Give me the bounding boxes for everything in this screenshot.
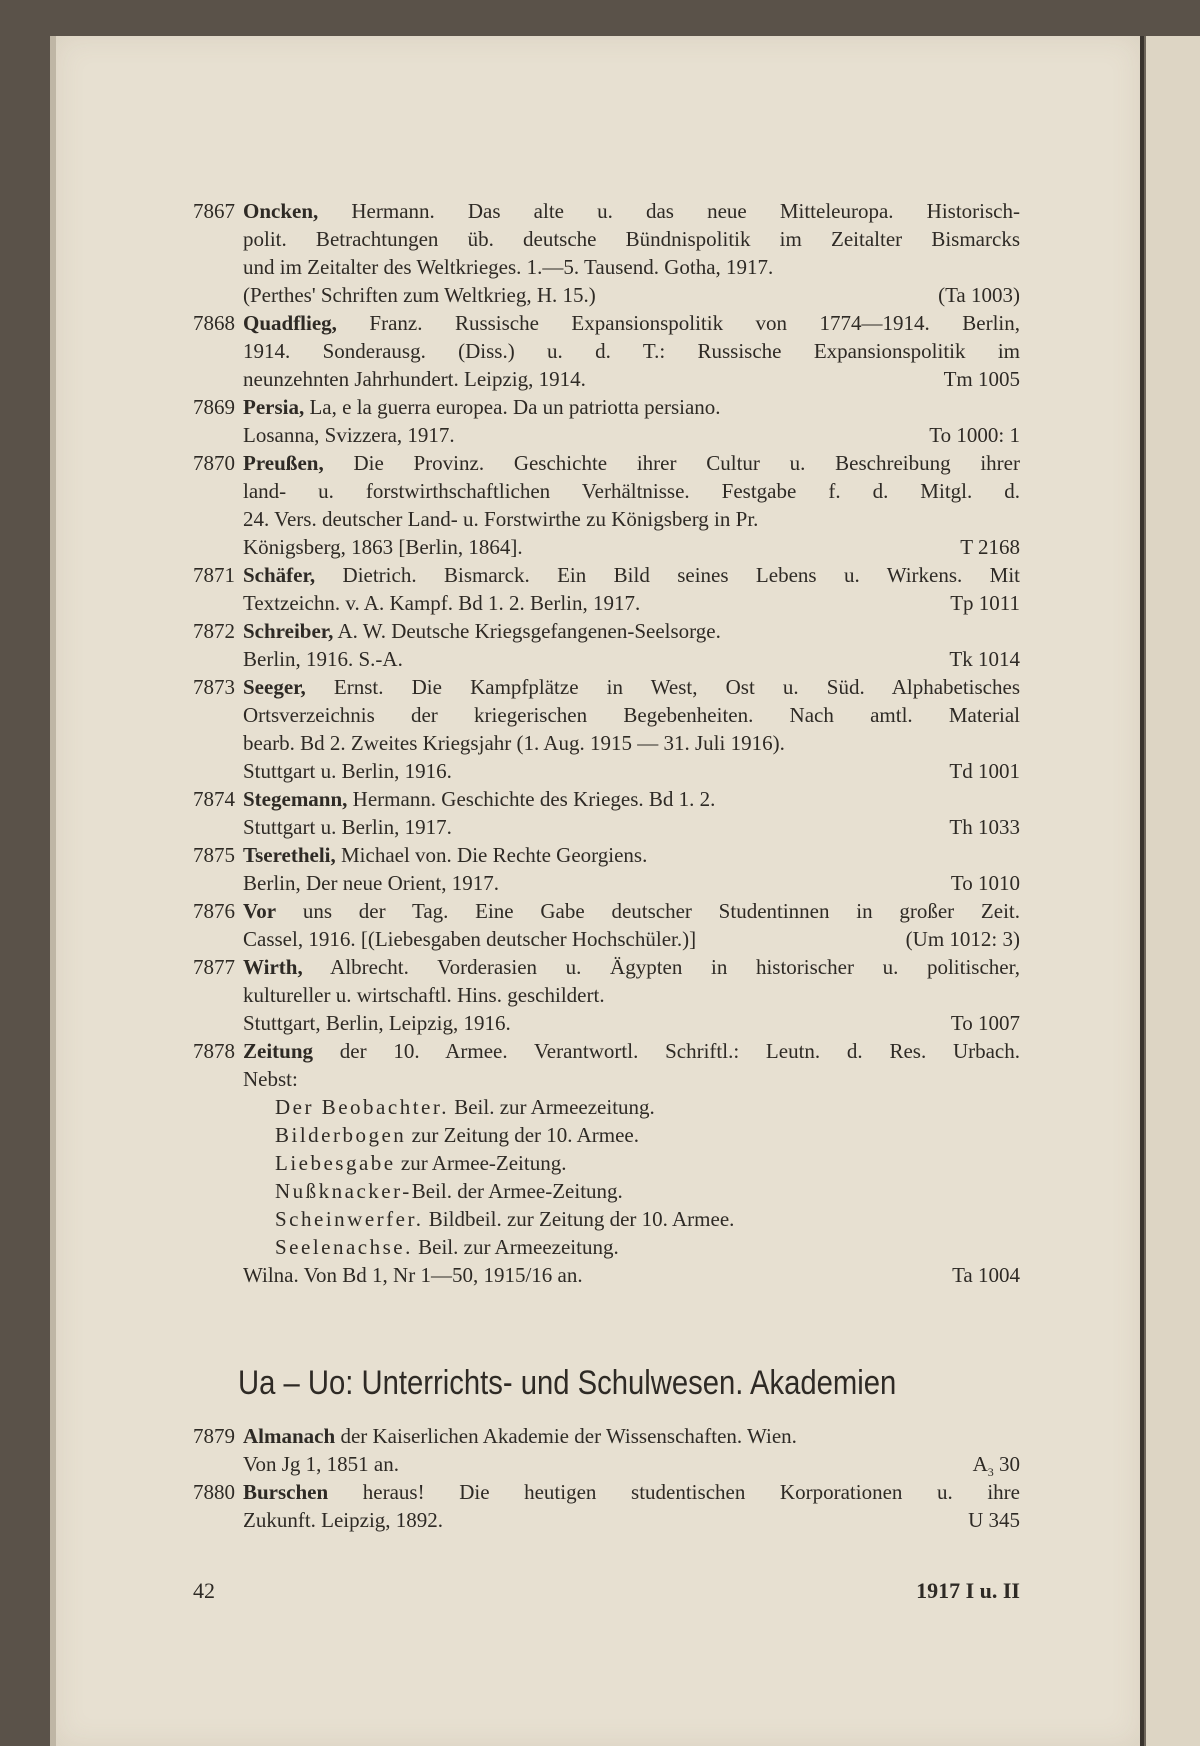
entry-author: Vor <box>243 899 277 923</box>
entry-line <box>193 477 1020 505</box>
entry-author: Tseretheli, <box>243 843 336 867</box>
line-text <box>193 421 915 449</box>
entry-author: Persia, <box>243 395 305 419</box>
line-text <box>193 1149 1020 1177</box>
line-text <box>193 253 1020 281</box>
entry-number: 7867 <box>193 199 235 223</box>
entry-line <box>193 673 1020 701</box>
call-number <box>938 1261 1020 1289</box>
entry-line <box>193 897 1020 925</box>
line-text <box>193 449 1020 477</box>
line-text <box>193 1233 1020 1261</box>
line-text <box>193 1065 1020 1093</box>
supplement-title: Der Beobachter. <box>275 1095 449 1119</box>
entry-number: 7872 <box>193 619 235 643</box>
call-number-text: Ta 1004 <box>952 1263 1020 1287</box>
call-number <box>954 1506 1020 1534</box>
entry-line <box>193 197 1020 225</box>
entry-author: Almanach <box>243 1424 336 1448</box>
call-number-text: To 1000: 1 <box>929 423 1020 447</box>
line-text <box>193 365 930 393</box>
call-number <box>930 365 1020 393</box>
entry-text: Beil. zur Armeezeitung. <box>412 1235 619 1259</box>
entry-number: 7875 <box>193 843 235 867</box>
call-number <box>937 1009 1020 1037</box>
call-number-text: U 345 <box>968 1508 1020 1532</box>
call-number-text: (Um 1012: 3) <box>905 927 1020 951</box>
entry-text: Beil. zur Armeezeitung. <box>448 1095 655 1119</box>
line-text <box>193 869 937 897</box>
call-number <box>924 281 1020 309</box>
line-text <box>193 533 946 561</box>
call-number-text: To 1010 <box>950 871 1020 895</box>
entry-line <box>193 225 1020 253</box>
entry-line <box>193 729 1020 757</box>
entry-list-akademien <box>193 1422 1020 1534</box>
entry-author: Wirth, <box>243 955 303 979</box>
supplement-title: Seelenachse. <box>275 1235 413 1259</box>
call-number <box>935 645 1020 673</box>
entry-line <box>193 589 1020 617</box>
call-number <box>935 813 1020 841</box>
entry-line <box>193 533 1020 561</box>
entry-line <box>193 1422 1020 1450</box>
call-number <box>946 533 1020 561</box>
call-number-text: (Ta 1003) <box>938 283 1020 307</box>
call-number <box>959 1450 1020 1478</box>
entry-text: Michael von. Die Rechte Georgiens. <box>335 843 648 867</box>
call-number <box>936 589 1020 617</box>
entry-list <box>193 197 1020 1289</box>
entry-text: land- u. forstwirthschaftlichen Verhältnisse. Festgabe f. d. Mitgl. d. <box>243 479 1020 503</box>
supplement-title: Scheinwerfer. <box>275 1207 424 1231</box>
page-footer <box>193 1578 1020 1604</box>
entry-text: Von Jg 1, 1851 an. <box>243 1452 399 1476</box>
entry-author: Oncken, <box>243 199 319 223</box>
line-text <box>193 701 1020 729</box>
entry-line <box>193 757 1020 785</box>
page-number: 42 <box>193 1578 215 1603</box>
line-text <box>193 281 924 309</box>
call-number <box>937 869 1020 897</box>
call-number-text: Td 1001 <box>949 759 1020 783</box>
line-text <box>193 757 935 785</box>
entry-text: Cassel, 1916. [(Liebesgaben deutscher Hochschüler.)] <box>243 927 697 951</box>
line-text <box>193 1009 937 1037</box>
entry-line <box>193 1261 1020 1289</box>
line-text <box>193 1478 1020 1506</box>
line-text <box>193 645 935 673</box>
entry-text: zur Zeitung der 10. Armee. <box>406 1123 639 1147</box>
entry-line <box>193 645 1020 673</box>
line-text <box>193 897 1020 925</box>
call-number <box>892 925 1020 953</box>
entry-text: zur Armee-Zeitung. <box>395 1151 567 1175</box>
entry-text: kultureller u. wirtschaftl. Hins. geschildert. <box>243 983 605 1007</box>
entry-text: 1914. Sonderausg. (Diss.) u. d. T.: Russische Expansionspolitik im <box>243 339 1020 363</box>
entry-line <box>193 309 1020 337</box>
entry-number: 7880 <box>193 1480 235 1504</box>
entry-author: Stegemann, <box>243 787 348 811</box>
line-text <box>193 477 1020 505</box>
entry-author: Zeitung <box>243 1039 314 1063</box>
entry-line <box>193 337 1020 365</box>
entry-text: Ernst. Die Kampfplätze in West, Ost u. Süd. Alphabetisches <box>305 675 1020 699</box>
entry-text: und im Zeitalter des Weltkrieges. 1.—5. Tausend. Gotha, 1917. <box>243 255 774 279</box>
entry-line <box>193 953 1020 981</box>
entry-number: 7873 <box>193 675 235 699</box>
entry-text: Losanna, Svizzera, 1917. <box>243 423 455 447</box>
supplement-title: Liebesgabe <box>275 1151 396 1175</box>
line-text <box>193 1093 1020 1121</box>
volume-label: 1917 I u. II <box>916 1578 1020 1603</box>
entry-text: Albrecht. Vorderasien u. Ägypten in historischer u. politischer, <box>302 955 1020 979</box>
entry-text: Wilna. Von Bd 1, Nr 1—50, 1915/16 an. <box>243 1263 583 1287</box>
line-text <box>193 505 1020 533</box>
line-text <box>193 1450 959 1478</box>
call-number-rest: 30 <box>993 1452 1020 1476</box>
line-text <box>193 813 935 841</box>
entry-line <box>193 253 1020 281</box>
line-text <box>193 785 1020 813</box>
entry-line <box>193 869 1020 897</box>
entry-author: Quadflieg, <box>243 311 337 335</box>
entry-text: Franz. Russische Expansionspolitik von 1774—1914. Berlin, <box>336 311 1020 335</box>
entry-text: Ortsverzeichnis der kriegerischen Begebenheiten. Nach amtl. Material <box>243 703 1020 727</box>
line-text <box>193 337 1020 365</box>
line-text <box>193 1121 1020 1149</box>
entry-text: Zukunft. Leipzig, 1892. <box>243 1508 444 1532</box>
entry-text: Stuttgart u. Berlin, 1916. <box>243 759 452 783</box>
entry-line <box>193 393 1020 421</box>
entry-text: der 10. Armee. Verantwortl. Schriftl.: Leutn. d. Res. Urbach. <box>313 1039 1020 1063</box>
entry-text: Nebst: <box>243 1067 298 1091</box>
line-text <box>193 1037 1020 1065</box>
entry-line <box>193 1121 1020 1149</box>
line-text <box>193 729 1020 757</box>
entry-line <box>193 449 1020 477</box>
entry-text: bearb. Bd 2. Zweites Kriegsjahr (1. Aug. 1915 — 31. Juli 1916). <box>243 731 785 755</box>
line-text <box>193 225 1020 253</box>
entry-text: der Kaiserlichen Akademie der Wissenschaften. Wien. <box>335 1424 797 1448</box>
entry-text: 24. Vers. deutscher Land- u. Forstwirthe zu Königsberg in Pr. <box>243 507 759 531</box>
entry-line <box>193 841 1020 869</box>
entry-line <box>193 421 1020 449</box>
entry-author: Schreiber, <box>243 619 334 643</box>
call-number-subscript: 3 <box>987 1465 994 1480</box>
supplement-title: Bilderbogen <box>275 1123 407 1147</box>
entry-number: 7871 <box>193 563 235 587</box>
entry-line <box>193 981 1020 1009</box>
entry-line <box>193 1450 1020 1478</box>
entry-number: 7878 <box>193 1039 235 1063</box>
call-number-text: A <box>972 1452 988 1476</box>
entry-text: Hermann. Geschichte des Krieges. Bd 1. 2. <box>347 787 716 811</box>
call-number-text: Th 1033 <box>949 815 1020 839</box>
entry-line <box>193 1037 1020 1065</box>
entry-line <box>193 1478 1020 1506</box>
entry-text: (Perthes' Schriften zum Weltkrieg, H. 15.) <box>243 283 596 307</box>
call-number-text: To 1007 <box>950 1011 1020 1035</box>
line-text <box>193 1177 1020 1205</box>
entry-line <box>193 813 1020 841</box>
entry-line <box>193 1065 1020 1093</box>
entry-number: 7874 <box>193 787 235 811</box>
entry-text: uns der Tag. Eine Gabe deutscher Studentinnen in großer Zeit. <box>276 899 1020 923</box>
line-text <box>193 1506 954 1534</box>
line-text <box>193 197 1020 225</box>
entry-text: Königsberg, 1863 [Berlin, 1864]. <box>243 535 523 559</box>
entry-number: 7868 <box>193 311 235 335</box>
entry-line <box>193 1009 1020 1037</box>
entry-text: heraus! Die heutigen studentischen Korporationen u. ihre <box>328 1480 1020 1504</box>
line-text <box>193 589 936 617</box>
line-text <box>193 953 1020 981</box>
entry-author: Preußen, <box>243 451 324 475</box>
call-number-text: Tp 1011 <box>950 591 1020 615</box>
supplement-title: Nußknacker- <box>275 1179 412 1203</box>
entry-line <box>193 1233 1020 1261</box>
entry-number: 7877 <box>193 955 235 979</box>
entry-text: Stuttgart u. Berlin, 1917. <box>243 815 452 839</box>
entry-author: Seeger, <box>243 675 306 699</box>
entry-text: polit. Betrachtungen üb. deutsche Bündnispolitik im Zeitalter Bismarcks <box>243 227 1020 251</box>
entry-line <box>193 561 1020 589</box>
entry-author: Burschen <box>243 1480 329 1504</box>
line-text <box>193 309 1020 337</box>
call-number-text: T 2168 <box>960 535 1020 559</box>
call-number <box>935 757 1020 785</box>
entry-text: A. W. Deutsche Kriegsgefangenen-Seelsorge. <box>333 619 721 643</box>
line-text <box>193 925 892 953</box>
entry-line <box>193 365 1020 393</box>
entry-line <box>193 1149 1020 1177</box>
entry-line <box>193 1177 1020 1205</box>
call-number <box>915 421 1020 449</box>
entry-line <box>193 1093 1020 1121</box>
entry-line <box>193 281 1020 309</box>
line-text <box>193 617 1020 645</box>
entry-number: 7869 <box>193 395 235 419</box>
line-text <box>193 1422 1020 1450</box>
entry-number: 7876 <box>193 899 235 923</box>
entry-text: La, e la guerra europea. Da un patriotta persiano. <box>304 395 721 419</box>
line-text <box>193 393 1020 421</box>
entry-text: Stuttgart, Berlin, Leipzig, 1916. <box>243 1011 511 1035</box>
entry-text: Hermann. Das alte u. das neue Mitteleuropa. Historisch- <box>318 199 1020 223</box>
entry-line <box>193 617 1020 645</box>
entry-text: Textzeichn. v. A. Kampf. Bd 1. 2. Berlin, 1917. <box>243 591 641 615</box>
entry-text: Dietrich. Bismarck. Ein Bild seines Lebens u. Wirkens. Mit <box>315 563 1020 587</box>
entry-text: Beil. der Armee-Zeitung. <box>411 1179 623 1203</box>
line-text <box>193 1205 1020 1233</box>
line-text <box>193 981 1020 1009</box>
entry-text: neunzehnten Jahrhundert. Leipzig, 1914. <box>243 367 586 391</box>
line-text <box>193 561 1020 589</box>
entry-text: Bildbeil. zur Zeitung der 10. Armee. <box>423 1207 735 1231</box>
entry-line <box>193 701 1020 729</box>
entry-line <box>193 1506 1020 1534</box>
entry-author: Schäfer, <box>243 563 316 587</box>
line-text <box>193 841 1020 869</box>
entry-line <box>193 1205 1020 1233</box>
section-heading: Ua – Uo: Unterrichts- und Schulwesen. Akademien <box>238 1364 897 1402</box>
entry-text: Berlin, Der neue Orient, 1917. <box>243 871 500 895</box>
call-number-text: Tk 1014 <box>949 647 1020 671</box>
call-number-text: Tm 1005 <box>943 367 1020 391</box>
entry-text: Die Provinz. Geschichte ihrer Cultur u. Beschreibung ihrer <box>323 451 1020 475</box>
entry-number: 7879 <box>193 1424 235 1448</box>
next-page-edge <box>1144 36 1200 1746</box>
line-text <box>193 673 1020 701</box>
entry-text: Berlin, 1916. S.-A. <box>243 647 403 671</box>
entry-line <box>193 785 1020 813</box>
entry-line <box>193 505 1020 533</box>
entry-line <box>193 925 1020 953</box>
entry-number: 7870 <box>193 451 235 475</box>
line-text <box>193 1261 938 1289</box>
